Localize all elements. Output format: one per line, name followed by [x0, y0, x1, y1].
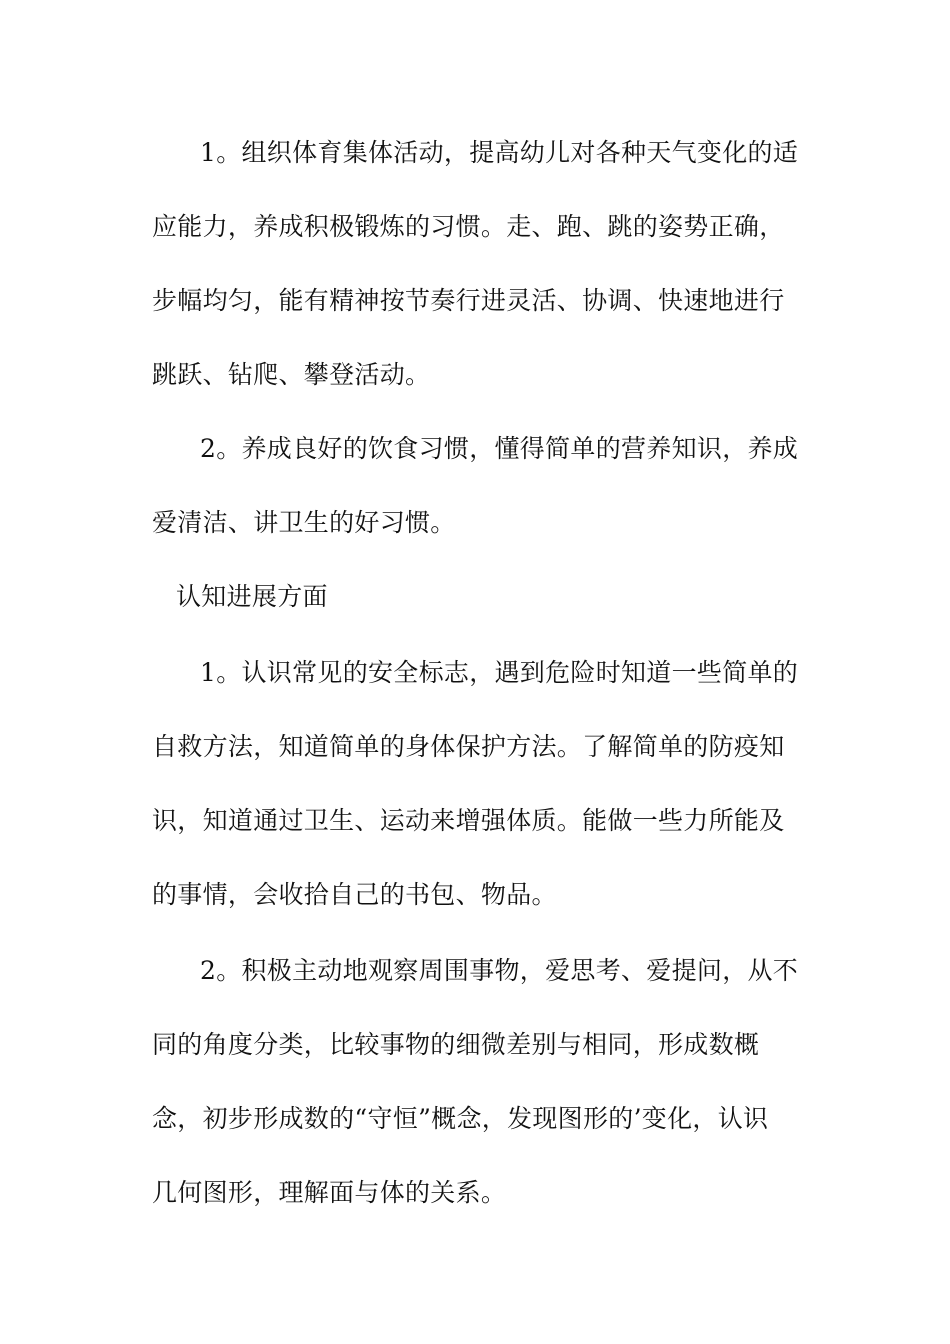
- paragraph-2-line-1: 2。养成良好的饮食习惯，懂得简单的营养知识，养成: [200, 434, 799, 463]
- paragraph-3-line-3: 识，知道通过卫生、运动来增强体质。能做一些力所能及: [152, 806, 785, 835]
- paragraph-1-line-4: 跳跃、钻爬、攀登活动。: [152, 360, 431, 389]
- paragraph-3-line-1: 1。认识常见的安全标志，遇到危险时知道一些简单的: [200, 658, 799, 687]
- paragraph-3-line-4: 的事情，会收拾自己的书包、物品。: [152, 880, 557, 909]
- paragraph-3-line-2: 自救方法，知道简单的身体保护方法。了解简单的防疫知: [152, 732, 785, 761]
- paragraph-4-line-4: 几何图形，理解面与体的关系。: [152, 1178, 507, 1207]
- paragraph-1-line-1: 1。组织体育集体活动，提高幼儿对各种天气变化的适: [200, 138, 799, 167]
- paragraph-4-line-2: 同的角度分类，比较事物的细微差别与相同，形成数概: [152, 1030, 760, 1059]
- paragraph-1-line-3: 步幅均匀，能有精神按节奏行进灵活、协调、快速地进行: [152, 286, 785, 315]
- paragraph-1-line-2: 应能力，养成积极锻炼的习惯。走、跑、跳的姿势正确，: [152, 212, 785, 241]
- paragraph-4-line-1: 2。积极主动地观察周围事物，爱思考、爱提问，从不: [200, 956, 799, 985]
- paragraph-4-line-3: 念，初步形成数的“守恒”概念，发现图形的’变化，认识: [152, 1104, 769, 1133]
- paragraph-2-line-2: 爱清洁、讲卫生的好习惯。: [152, 508, 456, 537]
- section-heading: 认知进展方面: [176, 582, 328, 611]
